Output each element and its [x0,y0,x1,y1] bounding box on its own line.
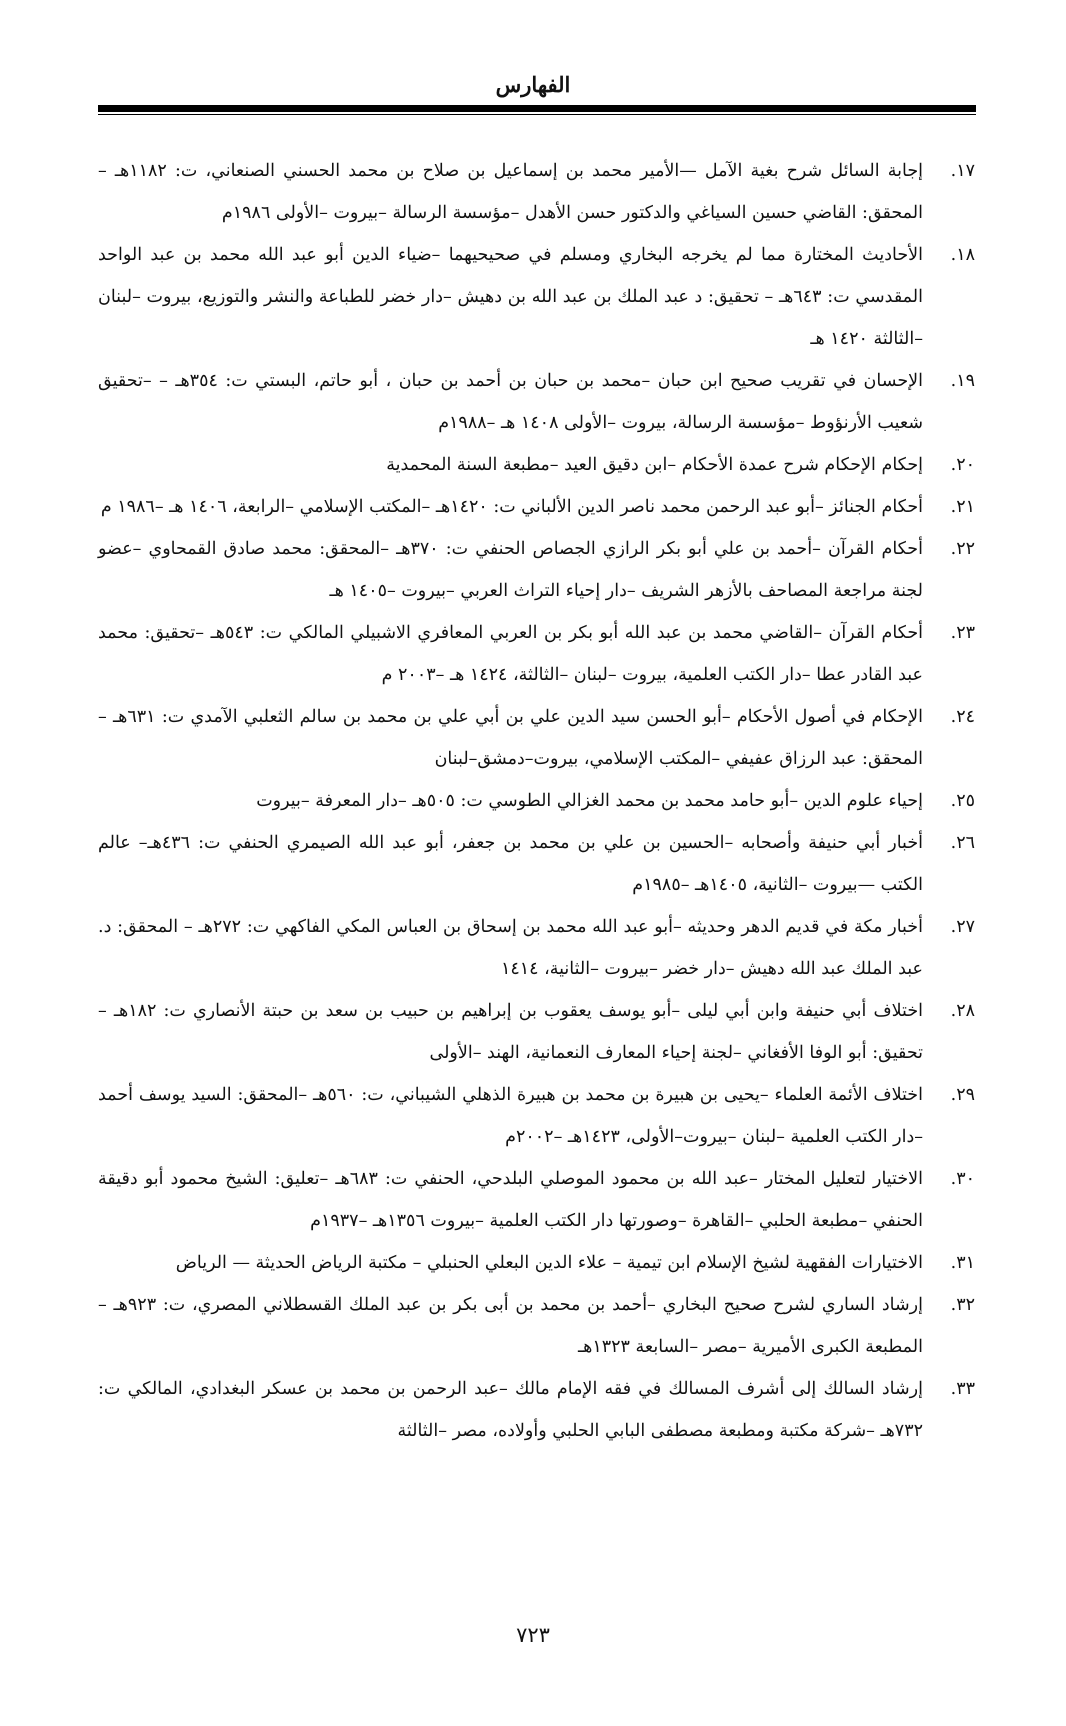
header-rule-thick [98,105,976,112]
bibliography-list [98,150,975,1452]
entry-number: ٢٨. [950,1001,975,1021]
entry-text: إحكام الإحكام شرح عمدة الأحكام –ابن دقيق العيد –مطبعة السنة المحمدية [386,455,923,475]
entry-text: اختلاف الأئمة العلماء –يحيى بن هبيرة بن محمد بن هبيرة الذهلي الشيباني، ت: ٥٦٠هـ –المحقق: السيد يوسف أحمد –دار الكتب العلمية –لبنان –بيروت–الأولى، ١٤٢٣هـ –٢٠٠٢م [98,1085,923,1147]
bibliography-entry [98,906,975,990]
entry-text: إجابة السائل شرح بغية الآمل —الأمير محمد بن إسماعيل بن صلاح بن محمد الحسني الصنعاني، ت: ١١٨٢هـ –المحقق: القاضي حسين السياغي والدكتور حسن الأهدل –مؤسسة الرسالة –بيروت –الأولى ١٩٨٦م [98,161,923,223]
entry-text: إحياء علوم الدين –أبو حامد محمد بن محمد الغزالي الطوسي ت: ٥٠٥هـ –دار المعرفة –بيروت [256,791,923,811]
bibliography-entry [98,696,975,780]
bibliography-entry [98,360,975,444]
bibliography-entry [98,234,975,360]
entry-text: إرشاد الساري لشرح صحيح البخاري –أحمد بن محمد بن أبى بكر بن عبد الملك القسطلاني المصري، ت: ٩٢٣هـ –المطبعة الكبرى الأميرية –مصر –السابعة ١٣٢٣هـ [98,1295,923,1357]
bibliography-entry [98,486,975,528]
entry-number: ١٧. [950,161,975,181]
bibliography-entry [98,528,975,612]
entry-number: ٢٧. [950,917,975,937]
entry-number: ٢٩. [950,1085,975,1105]
bibliography-entry [98,1368,975,1452]
entry-text: أخبار مكة في قديم الدهر وحديثه –أبو عبد الله محمد بن إسحاق بن العباس المكي الفاكهي ت: ٢٧٢هـ – المحقق: د. عبد الملك عبد الله دهيش –دار خضر –بيروت –الثانية، ١٤١٤ [98,917,923,979]
entry-number: ٢٠. [950,455,975,475]
entry-number: ١٩. [950,371,975,391]
page-header-title: الفهارس [495,72,571,97]
entry-text: أحكام القرآن –القاضي محمد بن عبد الله أبو بكر بن العربي المعافري الاشبيلي المالكي ت: ٥٤٣هـ –تحقيق: محمد عبد القادر عطا –دار الكتب العلمية، بيروت –لبنان –الثالثة، ١٤٢٤ هـ –٢٠٠٣ م [98,623,924,685]
bibliography-entry [98,822,975,906]
page-number: ٧٢٣ [516,1623,550,1647]
entry-text: الإحسان في تقريب صحيح ابن حبان –محمد بن حبان بن أحمد بن حبان ، أبو حاتم، البستي ت: ٣٥٤هـ – –تحقيق شعيب الأرنؤوط –مؤسسة الرسالة، بيروت –الأولى ١٤٠٨ هـ –١٩٨٨م [98,371,923,433]
entry-text: الإحكام في أصول الأحكام –أبو الحسن سيد الدين علي بن أبي علي بن محمد بن سالم الثعلبي الآمدي ت: ٦٣١هـ –المحقق: عبد الرزاق عفيفي –المكتب الإسلامي، بيروت–دمشق–لبنان [98,707,924,769]
entry-number: ٢٤. [950,707,975,727]
entry-number: ٢٣. [950,623,975,643]
bibliography-entry [98,1242,975,1284]
bibliography-entry [98,780,975,822]
entry-text: الاختيار لتعليل المختار –عبد الله بن محمود الموصلي البلدحي، الحنفي ت: ٦٨٣هـ –تعليق: الشيخ محمود أبو دقيقة الحنفي –مطبعة الحلبي –القاهرة –وصورتها دار الكتب العلمية –بيروت ١٣٥٦هـ –١٩٣٧م [98,1169,923,1231]
header-rule-thin [98,114,976,115]
bibliography-entry [98,444,975,486]
entry-number: ٢٥. [950,791,975,811]
entry-text: الاختيارات الفقهية لشيخ الإسلام ابن تيمية – علاء الدين البعلي الحنبلي – مكتبة الرياض الحديثة — الرياض [175,1253,923,1273]
entry-number: ١٨. [950,245,975,265]
bibliography-entry [98,150,975,234]
bibliography-entry [98,612,975,696]
entry-text: إرشاد السالك إلى أشرف المسالك في فقه الإمام مالك –عبد الرحمن بن محمد بن عسكر البغدادي، المالكي ت: ٧٣٢هـ –شركة مكتبة ومطبعة مصطفى البابي الحلبي وأولاده، مصر –الثالثة [98,1379,923,1441]
entry-number: ٢٢. [950,539,975,559]
entry-text: أخبار أبي حنيفة وأصحابه –الحسين بن علي بن محمد بن جعفر، أبو عبد الله الصيمري الحنفي ت: ٤٣٦هـ– عالم الكتب —بيروت –الثانية، ١٤٠٥هـ –١٩٨٥م [98,833,924,895]
entry-text: الأحاديث المختارة مما لم يخرجه البخاري ومسلم في صحيحيهما –ضياء الدين أبو عبد الله محمد بن عبد الواحد المقدسي ت: ٦٤٣هـ – تحقيق: د عبد الملك بن عبد الله بن دهيش –دار خضر للطباعة والنشر والتوزيع، بيروت –لبنان –الثالثة ١٤٢٠ هـ [98,245,923,349]
entry-text: اختلاف أبي حنيفة وابن أبي ليلى –أبو يوسف يعقوب بن إبراهيم بن حبيب بن سعد بن حبتة الأنصاري ت: ١٨٢هـ –تحقيق: أبو الوفا الأفغاني –لجنة إحياء المعارف النعمانية، الهند –الأولى [98,1001,923,1063]
bibliography-entry [98,1284,975,1368]
entry-number: ٣٠. [950,1169,975,1189]
entry-text: أحكام القرآن –أحمد بن علي أبو بكر الرازي الجصاص الحنفي ت: ٣٧٠هـ –المحقق: محمد صادق القمحاوي –عضو لجنة مراجعة المصاحف بالأزهر الشريف –دار إحياء التراث العربي –بيروت –١٤٠٥ هـ [98,539,923,601]
entry-text: أحكام الجنائز –أبو عبد الرحمن محمد ناصر الدين الألباني ت: ١٤٢٠هـ –المكتب الإسلامي –الرابعة، ١٤٠٦ هـ –١٩٨٦ م [100,497,923,517]
bibliography-entry [98,1074,975,1158]
entry-number: ٣٢. [950,1295,975,1315]
entry-number: ٢١. [950,497,975,517]
entry-number: ٣١. [950,1253,975,1273]
bibliography-entry [98,990,975,1074]
entry-number: ٣٣. [950,1379,975,1399]
entry-number: ٢٦. [950,833,975,853]
bibliography-entry [98,1158,975,1242]
